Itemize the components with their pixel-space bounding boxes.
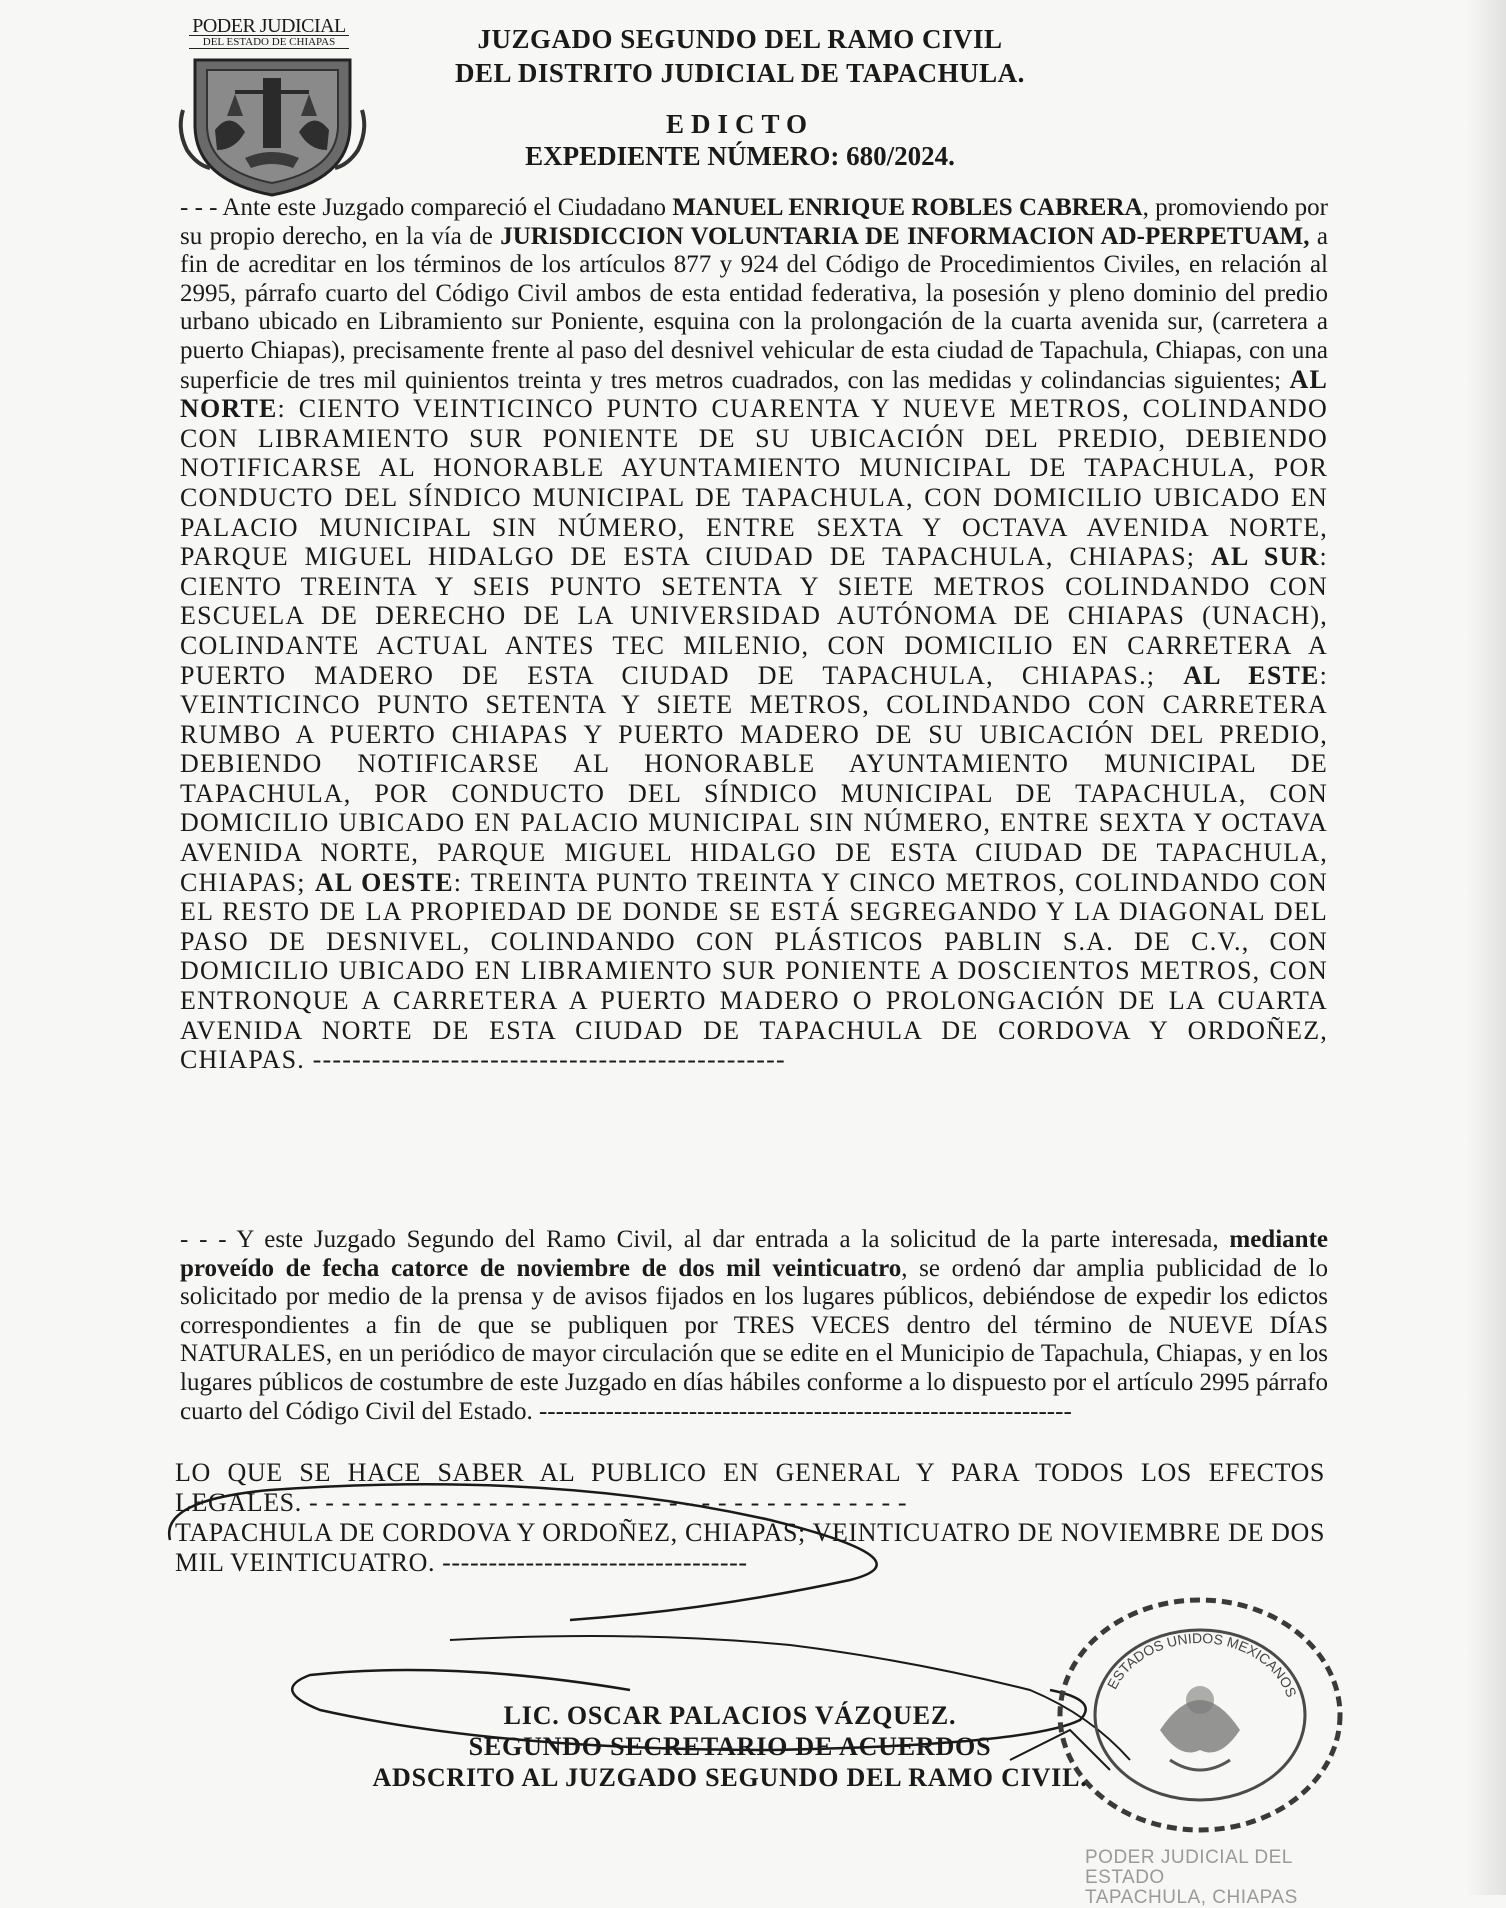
boundary-east-label: AL ESTE xyxy=(1183,660,1320,690)
crest-subtitle: DEL ESTADO DE CHIAPAS xyxy=(189,35,349,49)
poder-judicial-crest xyxy=(175,16,380,201)
procedure-type: JURISDICCION VOLUNTARIA DE INFORMACION AD-PERPETUAM, xyxy=(500,222,1310,250)
paragraph-property-description xyxy=(180,194,1328,1076)
boundary-west-label: AL OESTE xyxy=(314,867,454,897)
boundary-east-text: : VEINTICINCO PUNTO SETENTA Y SIETE METROS, COLINDANDO CON CARRETERA RUMBO A PUERTO CHIAPAS Y PUERTO MADERO DE SU UBICACIÓN DEL PREDIO, DEBIENDO NOTIFICARSE AL HONORABLE AYUNTAMIENTO MUNICIPAL DE TAPACHULA, POR CONDUCTO DEL SÍNDICO MUNICIPAL DE TAPACHULA, CON DOMICILIO UBICADO EN PALACIO MUNICIPAL SIN NÚMERO, ENTRE SEXTA Y OCTAVA AVENIDA NORTE, PARQUE MIGUEL HIDALGO DE ESTA CIUDAD DE TAPACHULA, CHIAPAS; xyxy=(180,660,1329,897)
stamp-line2: TAPACHULA, CHIAPAS xyxy=(1085,1887,1298,1908)
closing-place-date: TAPACHULA DE CORDOVA Y ORDOÑEZ, CHIAPAS; VEINTICUATRO DE NOVIEMBRE DE DOS MIL VEINTICUATRO. --------------------------------- xyxy=(175,1518,1325,1577)
boundary-north-label: AL NORTE xyxy=(180,364,1328,424)
crest-shield-icon xyxy=(175,50,380,200)
p1-intro: - - - Ante este Juzgado compareció el Ciudadano xyxy=(180,194,673,221)
faded-stamp xyxy=(1085,1848,1345,1908)
document-type: EDICTO xyxy=(665,109,815,139)
signer-assignment: ADSCRITO AL JUZGADO SEGUNDO DEL RAMO CIVIL. xyxy=(372,1763,1088,1792)
boundary-west-text: : TREINTA PUNTO TREINTA Y CINCO METROS, COLINDANDO CON EL RESTO DE LA PROPIEDAD DE DONDE SE ESTÁ SEGREGANDO Y LA DIAGONAL DEL PASO DE DESNIVEL, COLINDANDO CON PLÁSTICOS PABLIN S.A. DE C.V., CON DOMICILIO UBICADO EN LIBRAMIENTO SUR PONIENTE A DOSCIENTOS METROS, CON ENTRONQUE A CARRETERA A PUERTO MADERO O PROLONGACIÓN DE LA CUARTA AVENIDA NORTE DE ESTA CIUDAD DE TAPACHULA DE CORDOVA Y ORDOÑEZ, CHIAPAS. ------------------------------------------------ xyxy=(180,867,1328,1075)
boundary-south-text: : CIENTO TREINTA Y SEIS PUNTO SETENTA Y SIETE METROS COLINDANDO CON ESCUELA DE DERECHO DE LA UNIVERSIDAD AUTÓNOMA DE CHIAPAS (UNACH), COLINDANTE ACTUAL ANTES TEC MILENIO, CON DOMICILIO EN CARRETERA A PUERTO MADERO DE ESTA CIUDAD DE TAPACHULA, CHIAPAS.; xyxy=(180,542,1328,690)
crest-title: PODER JUDICIAL xyxy=(192,15,346,37)
p1-terms: a fin de acreditar en los términos de los artículos 877 y 924 del Código de Procedimientos Civiles, en relación al 2995, párrafo cuarto del Código Civil ambos de esta entidad federativa, la posesión y pleno dominio del predio urbano ubicado en Libramiento sur Poniente, esquina con la prolongación de la cuarta avenida sur, (carretera a puerto Chiapas), precisamente frente al paso del desnivel vehicular de esta ciudad de Tapachula, Chiapas, con una superficie de tres mil quinientos treinta y tres metros cuadrados, con las medidas y colindancias siguientes; xyxy=(180,222,1329,394)
case-number: EXPEDIENTE NÚMERO: 680/2024. xyxy=(525,141,955,171)
order-date: mediante proveído de fecha catorce de noviembre de dos mil veinticuatro xyxy=(180,1226,1328,1282)
court-name-line2: DEL DISTRITO JUDICIAL DE TAPACHULA. xyxy=(455,58,1025,88)
court-header xyxy=(370,22,1110,90)
signature-block xyxy=(230,1700,1230,1793)
p2-intro: - - - Y este Juzgado Segundo del Ramo Civil, al dar entrada a la solicitud de la parte interesada, xyxy=(180,1226,1230,1253)
p2-body: , se ordenó dar amplia publicidad de lo solicitado por medio de la prensa y de avisos fijados en los lugares públicos, debiéndose de expedir los edictos correspondientes a fin de que se publiquen por TRES VECES dentro del término de NUEVE DÍAS NATURALES, en un periódico de mayor circulación que se edite en el Municipio de Tapachula, Chiapas, y en los lugares públicos de costumbre de este Juzgado en días hábiles conforme a lo dispuesto por el artículo 2995 párrafo cuarto del Código Civil del Estado. ---------------------------------------------------------------- xyxy=(180,1254,1328,1425)
boundary-south-label: AL SUR xyxy=(1211,542,1320,572)
paragraph-publication-order xyxy=(180,1226,1328,1426)
document-title-block xyxy=(370,108,1110,172)
stamp-line1: PODER JUDICIAL DEL ESTADO xyxy=(1085,1847,1293,1888)
seal-text: ESTADOS UNIDOS MEXICANOS xyxy=(1103,1629,1300,1700)
court-name-line1: JUZGADO SEGUNDO DEL RAMO CIVIL xyxy=(477,24,1003,54)
boundary-north-text: : CIENTO VEINTICINCO PUNTO CUARENTA Y NUEVE METROS, COLINDANDO CON LIBRAMIENTO SUR PONIENTE DE SU UBICACIÓN DEL PREDIO, DEBIENDO NOTIFICARSE AL HONORABLE AYUNTAMIENTO MUNICIPAL DE TAPACHULA, POR CONDUCTO DEL SÍNDICO MUNICIPAL DE TAPACHULA, CON DOMICILIO UBICADO EN PALACIO MUNICIPAL SIN NÚMERO, ENTRE SEXTA Y OCTAVA AVENIDA NORTE, PARQUE MIGUEL HIDALGO DE ESTA CIUDAD DE TAPACHULA, CHIAPAS; xyxy=(180,394,1328,572)
page-edge-shadow xyxy=(1466,0,1506,1895)
signer-title: SEGUNDO SECRETARIO DE ACUERDOS xyxy=(468,1732,992,1761)
p1-via: , promoviendo por su propio derecho, en la vía de xyxy=(180,194,1329,250)
closing-public-notice: LO QUE SE HACE SABER AL PUBLICO EN GENERAL Y PARA TODOS LOS EFECTOS LEGALES. - - - - - - - - - - - - - - - - - - - - - - - - - - - - - - - - - - - - - xyxy=(175,1458,1325,1517)
signer-name: LIC. OSCAR PALACIOS VÁZQUEZ. xyxy=(503,1701,957,1730)
applicant-name: MANUEL ENRIQUE ROBLES CABRERA xyxy=(672,194,1143,221)
